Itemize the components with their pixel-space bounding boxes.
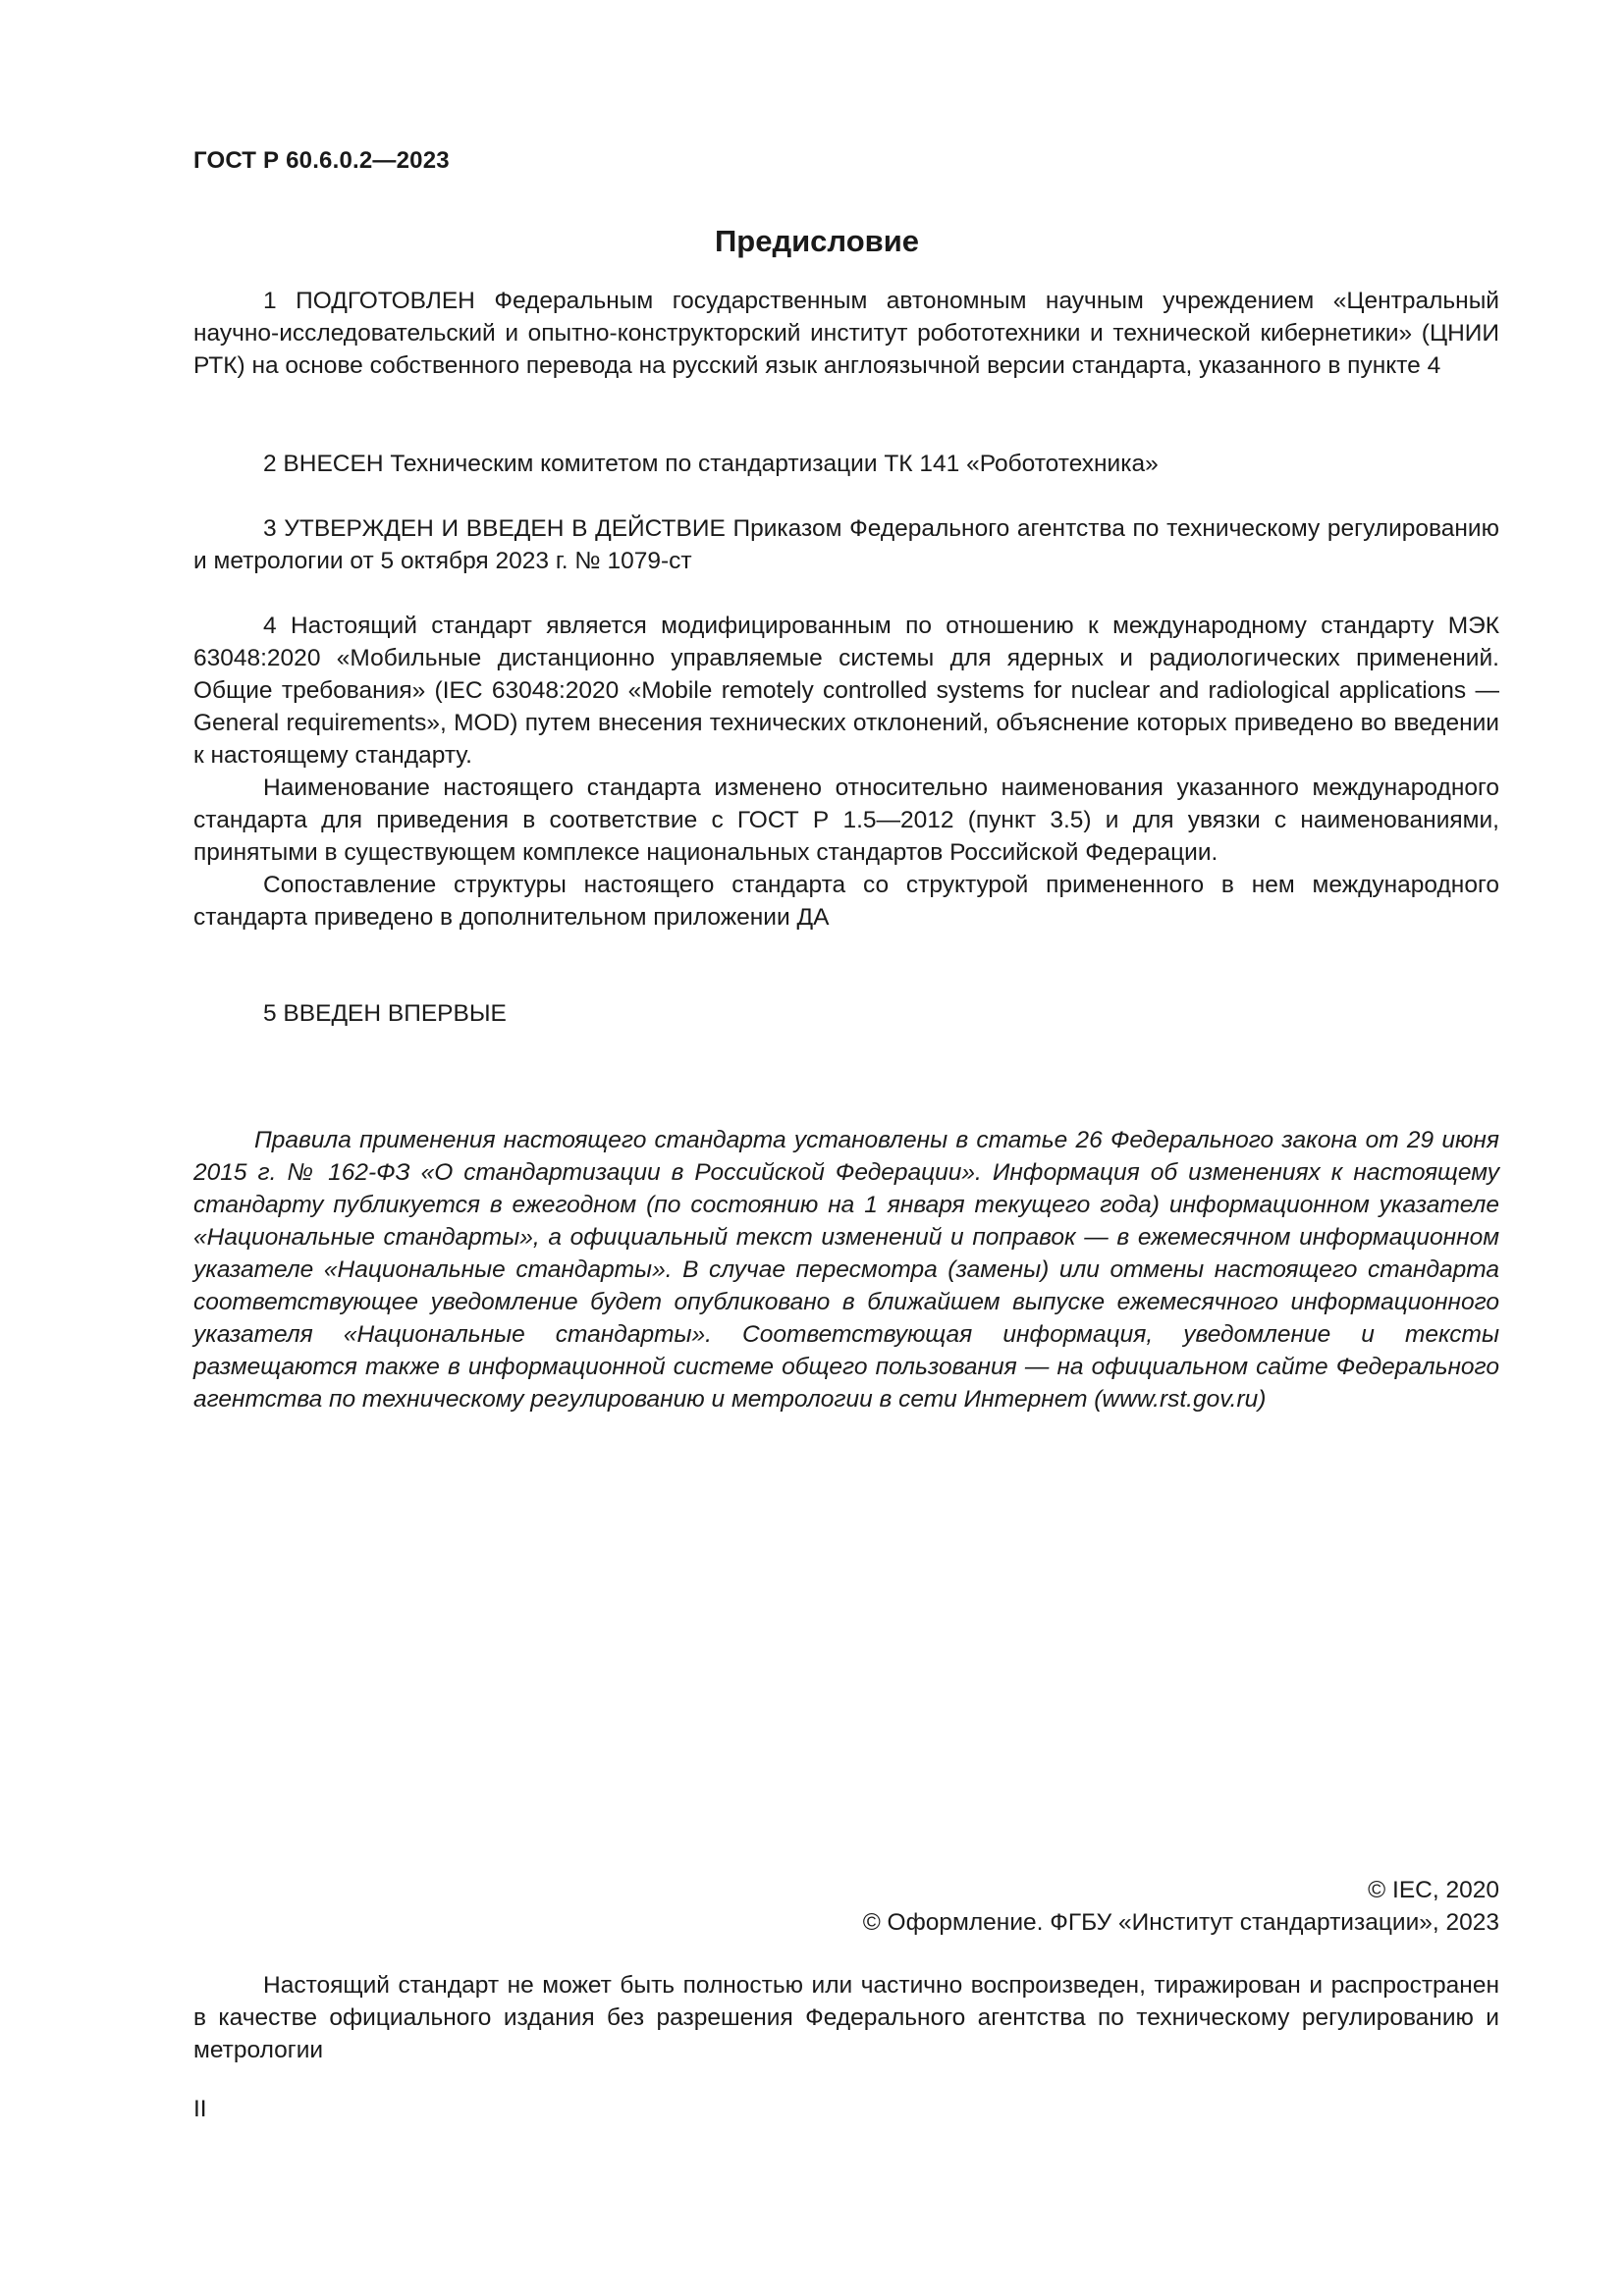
paragraph-structure-comparison: Сопоставление структуры настоящего стандарта со структурой примененного в нем международного стандарта приведено в дополнительном приложении ДА — [193, 872, 1499, 931]
rules-notice-text: Правила применения настоящего стандарта установлены в статье 26 Федерального закона от 29 июня 2015 г. № 162-ФЗ «О стандартизации в Российской Федерации». Информация об изменениях к настоящему стандарту публикуется в ежегодном (по состоянию на 1 января текущего года) информационном указателе «Национальные стандарты», а официальный текст изменений и поправок — в ежемесячном информационном указателе «Национальные стандарты». В случае пересмотра (замены) или отмены настоящего стандарта соответствующее уведомление будет опубликовано в ближайшем выпуске ежемесячного информационного указателя «Национальные стандарты». Соответствующая информация, уведомление и тексты размещаются также в информационной системе общего пользования — на официальном сайте Федерального агентства по техническому регулированию и метрологии в сети Интернет (www.rst.gov.ru) — [193, 1127, 1499, 1413]
foreword-item-3 — [193, 512, 1499, 577]
paragraph-modified-standard: 4 Настоящий стандарт является модифицированным по отношению к международному стандарту МЭК 63048:2020 «Мобильные дистанционно управляемые системы для ядерных и радиологических применений. Общие требования» (IEC 63048:2020 «Mobile remotely controlled systems for nuclear and radiological applications — General requirements», MOD) путем внесения технических отклонений, объяснение которых приведено во введении к настоящему стандарту. — [193, 613, 1499, 769]
foreword-item-2 — [193, 448, 1499, 480]
paragraph-introduced-by: 2 ВНЕСЕН Техническим комитетом по стандартизации ТК 141 «Робототехника» — [263, 451, 1159, 477]
page-title: Предисловие — [714, 224, 919, 258]
paragraph-prepared-by: 1 ПОДГОТОВЛЕН Федеральным государственным автономным научным учреждением «Центральный научно-исследовательский и опытно-конструкторский институт робототехники и технической кибернетики» (ЦНИИ РТК) на основе собственного перевода на русский язык англоязычной версии стандарта, указанного в пункте 4 — [193, 288, 1499, 379]
rules-notice — [193, 1124, 1499, 1415]
paragraph-name-changed: Наименование настоящего стандарта изменено относительно наименования указанного международного стандарта для приведения в соответствие с ГОСТ Р 1.5—2012 (пункт 3.5) и для увязки с наименованиями, принятыми в существующем комплексе национальных стандартов Российской Федерации. — [193, 774, 1499, 866]
foreword-item-5 — [193, 997, 1499, 1030]
paragraph-first-introduced: 5 ВВЕДЕН ВПЕРВЫЕ — [263, 1000, 507, 1027]
foreword-item-1 — [193, 285, 1499, 382]
copyright-block — [193, 1874, 1499, 1939]
page-number: II — [193, 2096, 207, 2122]
reproduction-notice — [193, 1969, 1499, 2066]
copyright-design: © Оформление. ФГБУ «Институт стандартизации», 2023 — [862, 1909, 1499, 1936]
reproduction-notice-text: Настоящий стандарт не может быть полностью или частично воспроизведен, тиражирован и распространен в качестве официального издания без разрешения Федерального агентства по техническому регулированию и метрологии — [193, 1972, 1499, 2063]
document-code-header: ГОСТ Р 60.6.0.2—2023 — [193, 147, 450, 174]
paragraph-approved: 3 УТВЕРЖДЕН И ВВЕДЕН В ДЕЙСТВИЕ Приказом Федерального агентства по техническому регулированию и метрологии от 5 октября 2023 г. № 1079-ст — [193, 515, 1499, 574]
copyright-iec: © IEC, 2020 — [1368, 1877, 1499, 1903]
foreword-item-4 — [193, 610, 1499, 934]
